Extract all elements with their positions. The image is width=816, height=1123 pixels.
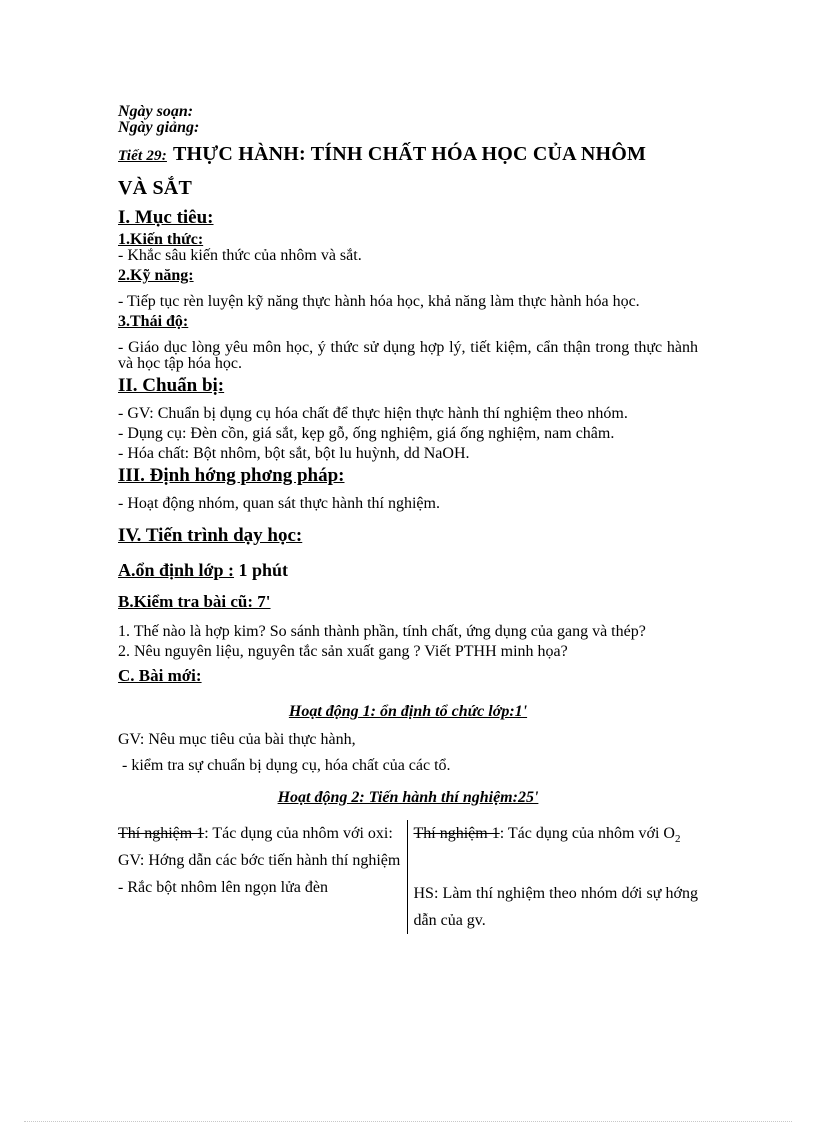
activity1-line1: GV: Nêu mục tiêu của bài thực hành,	[118, 731, 356, 748]
right-tn-sub: 2	[674, 833, 681, 846]
left-tn-text: : Tác dụng của nhôm với oxi:	[204, 825, 393, 842]
ky-nang-text: - Tiếp tục rèn luyện kỹ năng thực hành hóa học, khả năng làm thực hành hóa học.	[118, 293, 640, 310]
question-2: 2. Nêu nguyên liệu, nguyên tắc sản xuất gang ? Viết PTHH minh họa?	[118, 643, 568, 660]
activity2-heading: Hoạt động 2: Tiến hành thí nghiệm:25'	[277, 789, 539, 806]
ngay-giang: Ngày giảng:	[118, 119, 200, 136]
kiem-tra-label: B.Kiểm tra bài cũ: 7'	[118, 592, 271, 611]
tiet-label: Tiết 29:	[118, 148, 167, 164]
dung-cu: - Dụng cụ: Đèn cồn, giá sắt, kẹp gỗ, ống nghiệm, giá ống nghiệm, nam châm.	[118, 425, 615, 442]
left-tn-label: Thí nghiệm 1	[118, 825, 205, 842]
on-dinh-label: A.ổn định lớp :	[118, 560, 235, 580]
on-dinh-lop	[118, 560, 698, 580]
right-tn1	[414, 820, 699, 853]
table-col-teacher	[118, 820, 408, 934]
section3-text: - Hoạt động nhóm, quan sát thực hành thí nghiệm.	[118, 495, 440, 512]
section1-heading: I. Mục tiêu:	[118, 207, 214, 228]
section3-heading: III. Định hớng phơng pháp:	[118, 465, 345, 486]
left-tn1	[118, 820, 403, 847]
hoa-chat: - Hóa chất: Bột nhôm, bột sắt, bột lu huỳnh, dd NaOH.	[118, 445, 470, 462]
on-dinh-value: 1 phút	[238, 560, 289, 580]
section4-heading: IV. Tiến trình dạy học:	[118, 525, 303, 546]
left-gv: GV: Hớng dẫn các bớc tiến hành thí nghiệm	[118, 852, 401, 869]
table-col-student	[408, 820, 699, 934]
bai-moi-label: C. Bài mới:	[118, 666, 202, 685]
ky-nang-label: 2.Kỹ năng:	[118, 267, 194, 284]
page-bottom-rule	[24, 1121, 792, 1122]
activity-table	[118, 820, 698, 934]
document-page	[118, 104, 698, 934]
right-tn-label: Thí nghiệm 1	[413, 825, 500, 842]
activity1-line2: - kiểm tra sự chuẩn bị dụng cụ, hóa chất của các tổ.	[122, 757, 451, 774]
right-hs: HS: Làm thí nghiệm theo nhóm dới sự hớng dẫn của gv.	[413, 885, 698, 930]
activity1-heading: Hoạt động 1: ổn định tổ chức lớp:1'	[288, 703, 528, 720]
question-1: 1. Thế nào là hợp kim? So sánh thành phần, tính chất, ứng dụng của gang và thép?	[118, 623, 646, 640]
ngay-soan: Ngày soạn:	[118, 103, 194, 120]
section2-heading: II. Chuẩn bị:	[118, 375, 225, 396]
gv-prep: - GV: Chuẩn bị dụng cụ hóa chất để thực hiện thực hành thí nghiệm theo nhóm.	[118, 405, 628, 422]
thai-do-label: 3.Thái độ:	[118, 313, 189, 330]
left-step: - Rắc bột nhôm lên ngọn lửa đèn	[118, 879, 328, 896]
title-line2: VÀ SẮT	[118, 177, 192, 199]
kien-thuc-label: 1.Kiến thức:	[118, 231, 204, 248]
right-tn-text: : Tác dụng của nhôm với O	[499, 825, 675, 842]
title-line1: THỰC HÀNH: TÍNH CHẤT HÓA HỌC CỦA NHÔM	[172, 143, 647, 165]
lesson-title	[118, 140, 698, 170]
thai-do-text: - Giáo dục lòng yêu môn học, ý thức sử dụng hợp lý, tiết kiệm, cẩn thận trong thực hành và học tập hóa học.	[118, 339, 698, 372]
kien-thuc-text: - Khắc sâu kiến thức của nhôm và sắt.	[118, 247, 362, 264]
right-spacer	[414, 853, 699, 880]
